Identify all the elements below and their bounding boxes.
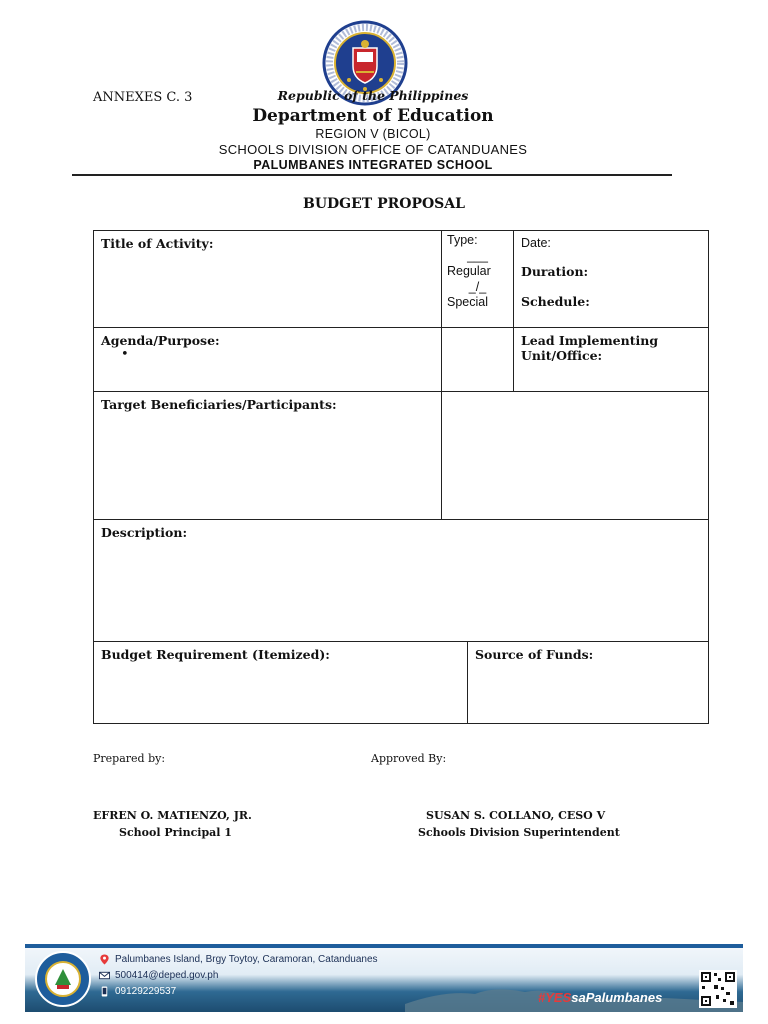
- agenda-purpose-field[interactable]: [94, 328, 442, 392]
- footer-phone-row: [99, 986, 176, 997]
- phone-icon: [99, 986, 110, 997]
- email-icon: [99, 970, 110, 981]
- footer-email[interactable]: 500414@deped.gov.ph: [115, 970, 219, 981]
- target-beneficiaries-label: Target Beneficiaries/Participants:: [101, 397, 337, 412]
- preparer-name: EFREN O. MATIENZO, JR.: [93, 809, 252, 822]
- document-title: BUDGET PROPOSAL: [303, 196, 465, 212]
- lead-unit-label-line2: Unit/Office:: [521, 348, 603, 363]
- footer-address: Palumbanes Island, Brgy Toytoy, Caramoran, Catanduanes: [115, 954, 378, 965]
- school-footer-banner: [25, 944, 743, 1012]
- activity-type-field[interactable]: [442, 231, 514, 328]
- date-label: Date:: [521, 236, 551, 250]
- division-line: SCHOOLS DIVISION OFFICE OF CATANDUANES: [218, 142, 528, 157]
- agenda-extra-cell[interactable]: [442, 328, 514, 392]
- prepared-by-label: Prepared by:: [93, 752, 166, 765]
- type-regular-mark[interactable]: ___: [467, 248, 488, 263]
- duration-label: Duration:: [521, 264, 589, 279]
- lead-implementing-unit-field[interactable]: [514, 328, 708, 392]
- footer-email-row: [99, 970, 218, 981]
- title-of-activity-field[interactable]: [94, 231, 442, 328]
- region-line: REGION V (BICOL): [315, 127, 431, 141]
- republic-line: Republic of the Philippines: [277, 88, 469, 103]
- preparer-position: School Principal 1: [119, 826, 232, 839]
- school-line: PALUMBANES INTEGRATED SCHOOL: [253, 158, 493, 172]
- description-label: Description:: [101, 525, 188, 540]
- type-special-option: Special: [447, 295, 488, 309]
- title-of-activity-label: Title of Activity:: [101, 236, 214, 251]
- agenda-bullet: •: [121, 347, 129, 362]
- hashtag-prefix: #YES: [538, 990, 572, 1005]
- type-special-mark[interactable]: _/_: [468, 279, 487, 294]
- footer-top-stripe: [25, 944, 743, 948]
- footer-phone[interactable]: 09129229537: [115, 986, 177, 997]
- annex-label: ANNEXES C. 3: [93, 90, 193, 105]
- qr-code-icon[interactable]: [699, 970, 737, 1008]
- letterhead: [70, 20, 676, 178]
- target-beneficiaries-field[interactable]: [94, 392, 442, 520]
- hashtag-rest: saPalumbanes: [571, 990, 663, 1005]
- budget-proposal-form: [93, 230, 709, 724]
- approver-position: Schools Division Superintendent: [418, 826, 620, 839]
- budget-requirement-label: Budget Requirement (Itemized):: [101, 647, 330, 662]
- lead-unit-label-line1: Lead Implementing: [521, 333, 659, 348]
- schedule-label: Schedule:: [521, 294, 590, 309]
- target-beneficiaries-extra-cell[interactable]: [442, 392, 708, 520]
- school-logo-icon: [35, 951, 91, 1007]
- approved-by-label: Approved By:: [371, 752, 447, 765]
- type-regular-option: Regular: [447, 264, 491, 278]
- source-of-funds-field[interactable]: [468, 642, 708, 723]
- header-divider: [72, 174, 672, 176]
- footer-address-row: [99, 954, 378, 965]
- budget-requirement-field[interactable]: [94, 642, 468, 723]
- type-label: Type:: [447, 233, 478, 247]
- department-line: Department of Education: [252, 106, 494, 126]
- description-field[interactable]: [94, 520, 708, 642]
- date-duration-schedule-field[interactable]: [514, 231, 708, 328]
- location-pin-icon: [99, 954, 110, 965]
- approver-name: SUSAN S. COLLANO, CESO V: [426, 809, 606, 822]
- source-of-funds-label: Source of Funds:: [475, 647, 594, 662]
- agenda-purpose-label: Agenda/Purpose:: [101, 333, 220, 348]
- footer-hashtag: [538, 990, 662, 1005]
